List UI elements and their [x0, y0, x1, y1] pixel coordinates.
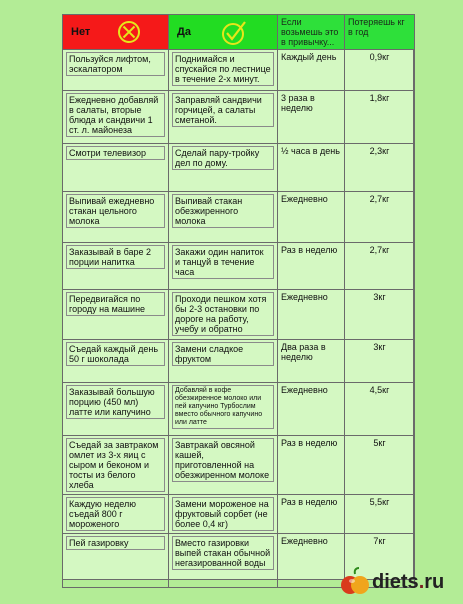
logo-name: diets: [372, 570, 419, 593]
logo-tld: ru: [424, 570, 445, 593]
cell-no-text: Смотри телевизор: [66, 146, 165, 160]
cell-yes: [169, 436, 278, 495]
loss-value: 3: [373, 342, 379, 352]
loss-unit: кг: [382, 385, 390, 395]
cell-yes: [169, 534, 278, 588]
cell-no: [63, 383, 169, 436]
cell-loss: [345, 243, 415, 290]
loss-value: 5: [373, 438, 379, 448]
cell-frequency: Два раза в неделю: [278, 340, 345, 383]
table-row: [63, 290, 415, 340]
header-habit: Если возьмешь это в привычку...: [278, 15, 345, 50]
cell-no-text: Ежедневно добавляй в салаты, вторые блюда и сандвичи 1 ст. л. майонеза: [66, 93, 165, 137]
table-row: [63, 243, 415, 290]
cell-no: [63, 495, 169, 534]
cell-yes-text: Закажи один напиток и танцуй в течение часа: [172, 245, 274, 279]
loss-value: 7: [373, 536, 379, 546]
cell-yes-text: Проходи пешком хотя бы 2-3 остановки по дороге на работу, учебу и обратно: [172, 292, 274, 336]
cell-yes: [169, 495, 278, 534]
cell-no: [63, 534, 169, 588]
cell-no-text: Выпивай ежедневно стакан цельного молока: [66, 194, 165, 228]
check-circle-icon: [221, 20, 247, 46]
table-row: [63, 192, 415, 243]
cell-yes: [169, 192, 278, 243]
cell-no: [63, 192, 169, 243]
table-row: [63, 340, 415, 383]
cell-no: [63, 436, 169, 495]
cell-yes-text: Сделай пару-тройку дел по дому.: [172, 146, 274, 170]
header-no: [63, 15, 169, 50]
apple-icon: [340, 567, 370, 597]
cell-frequency: Ежедневно: [278, 192, 345, 243]
loss-unit: кг: [378, 342, 386, 352]
cell-frequency: Раз в неделю: [278, 495, 345, 534]
cell-yes-text: Добавляй в кофе обезжиренное молоко или пей капучино Турбослим вместо обычного капучино или латте: [172, 385, 274, 429]
cell-yes-text: Выпивай стакан обезжиренного молока: [172, 194, 274, 228]
loss-unit: кг: [382, 93, 390, 103]
cell-no-text: Пользуйся лифтом, эскалатором: [66, 52, 165, 76]
header-yes-label: Да: [177, 26, 191, 38]
cell-yes: [169, 383, 278, 436]
cell-loss: [345, 290, 415, 340]
table-row: [63, 91, 415, 144]
loss-value: 2,7: [369, 194, 383, 204]
cell-no-text: Заказывай большую порцию (450 мл) латте или капучино: [66, 385, 165, 419]
table-row: [63, 436, 415, 495]
cell-no: [63, 91, 169, 144]
cell-no-text: Съедай за завтраком омлет из 3-х яиц с сыром и беконом и тосты из белого хлеба: [66, 438, 165, 492]
loss-value: 5,5: [369, 497, 383, 507]
header-loss: Потеряешь кг в год: [345, 15, 415, 50]
cell-loss: [345, 91, 415, 144]
weight-loss-table: [62, 14, 415, 588]
cell-frequency: Ежедневно: [278, 383, 345, 436]
cell-no-text: Передвигайся по городу на машине: [66, 292, 165, 316]
loss-value: 0,9: [369, 52, 383, 62]
loss-value: 2,3: [369, 146, 383, 156]
cell-yes: [169, 290, 278, 340]
cell-yes: [169, 144, 278, 192]
cell-loss: [345, 50, 415, 91]
table-row: [63, 50, 415, 91]
cell-yes-text: Замени мороженое на фруктовый сорбет (не более 0,4 кг): [172, 497, 274, 531]
cell-no: [63, 290, 169, 340]
loss-unit: кг: [382, 52, 390, 62]
cell-no: [63, 50, 169, 91]
cell-frequency: Раз в неделю: [278, 243, 345, 290]
cell-loss: [345, 436, 415, 495]
cell-frequency: Ежедневно: [278, 534, 345, 588]
logo-text: [372, 571, 444, 594]
cell-yes-text: Вместо газировки выпей стакан обычной негазированной воды: [172, 536, 274, 570]
cell-frequency: Ежедневно: [278, 290, 345, 340]
cell-yes-text: Замени сладкое фруктом: [172, 342, 274, 366]
cell-yes: [169, 243, 278, 290]
cell-loss: [345, 383, 415, 436]
cross-circle-icon: [117, 20, 141, 44]
loss-value: 2,7: [369, 245, 383, 255]
loss-unit: кг: [378, 536, 386, 546]
cell-no-text: Заказывай в баре 2 порции напитка: [66, 245, 165, 269]
logo-dot: .: [418, 570, 425, 593]
loss-unit: кг: [382, 194, 390, 204]
cell-yes-text: Завтракай овсяной кашей, приготовленной на обезжиренном молоке: [172, 438, 274, 482]
cell-frequency: Раз в неделю: [278, 436, 345, 495]
cell-no: [63, 243, 169, 290]
cell-yes: [169, 91, 278, 144]
cell-loss: [345, 144, 415, 192]
table-row: [63, 495, 415, 534]
loss-unit: кг: [378, 438, 386, 448]
cell-no-text: Съедай каждый день 50 г шоколада: [66, 342, 165, 366]
loss-value: 1,8: [369, 93, 383, 103]
header-row: [63, 15, 415, 50]
cell-frequency: Каждый день: [278, 50, 345, 91]
cell-loss: [345, 495, 415, 534]
cell-frequency: ½ часа в день: [278, 144, 345, 192]
cell-yes-text: Заправляй сандвичи горчицей, а салаты сметаной.: [172, 93, 274, 127]
diets-logo: [340, 566, 463, 598]
table-row: [63, 383, 415, 436]
loss-unit: кг: [382, 146, 390, 156]
cell-no-text: Каждую неделю съедай 800 г мороженого: [66, 497, 165, 531]
cell-no-text: Пей газировку: [66, 536, 165, 550]
cell-loss: [345, 340, 415, 383]
cell-frequency: 3 раза в неделю: [278, 91, 345, 144]
loss-value: 4,5: [369, 385, 383, 395]
loss-unit: кг: [382, 497, 390, 507]
cell-yes: [169, 50, 278, 91]
header-yes: [169, 15, 278, 50]
loss-value: 3: [373, 292, 379, 302]
cell-no: [63, 340, 169, 383]
cell-loss: [345, 192, 415, 243]
loss-unit: кг: [382, 245, 390, 255]
cell-no: [63, 144, 169, 192]
header-no-label: Нет: [71, 26, 91, 38]
loss-unit: кг: [378, 292, 386, 302]
table-row: [63, 144, 415, 192]
cell-yes-text: Поднимайся и спускайся по лестнице в течение 2-х минут.: [172, 52, 274, 86]
cell-yes: [169, 340, 278, 383]
